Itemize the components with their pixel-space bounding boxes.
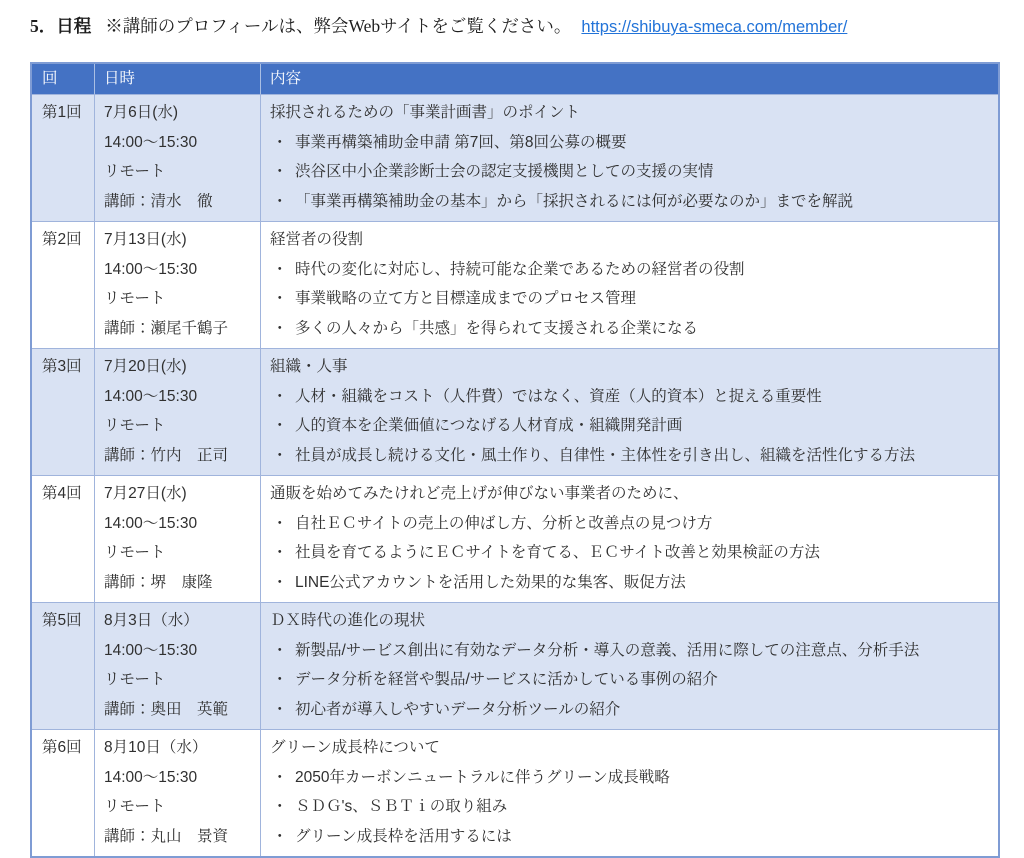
bullet-text: グリーン成長枠を活用するには (295, 827, 512, 845)
bullet-dot-icon: ・ (272, 446, 288, 464)
heading-note: ※講師のプロフィールは、弊会Webサイトをご覧ください。 (105, 16, 572, 36)
session-cell (32, 349, 94, 475)
content-cell (260, 95, 998, 221)
content-bullet (261, 284, 998, 314)
session-label: 第3回 (42, 358, 82, 375)
bullet-text: LINE公式アカウントを活用した効果的な集客、販促方法 (295, 573, 686, 591)
session-cell (32, 730, 94, 856)
datetime-line: 講師：丸山 景資 (104, 827, 229, 845)
datetime-line: リモート (104, 417, 166, 434)
content-bullet (261, 665, 998, 695)
bullet-dot-icon: ・ (272, 768, 288, 786)
datetime-line: 講師：堺 康隆 (104, 573, 213, 591)
header-datetime: 日時 (94, 64, 260, 94)
datetime-line: リモート (104, 671, 166, 688)
bullet-text: 人的資本を企業価値につなげる人材育成・組織開発計画 (295, 417, 683, 434)
bullet-dot-icon: ・ (272, 192, 288, 210)
datetime-line: 講師：竹内 正司 (104, 446, 229, 464)
content-cell (260, 476, 998, 602)
bullet-text: 新製品/サービス創出に有効なデータ分析・導入の意義、活用に際しての注意点、分析手法 (295, 641, 920, 659)
bullet-text: ＳＤＧ's、ＳＢＴｉの取り組み (295, 798, 508, 815)
content-bullet (261, 763, 998, 793)
session-label: 第6回 (42, 739, 82, 756)
bullet-dot-icon: ・ (272, 387, 288, 405)
table-row (32, 729, 998, 856)
content-bullet (261, 792, 998, 822)
bullet-text: データ分析を経営や製品/サービスに活かしている事例の紹介 (295, 671, 718, 688)
datetime-line: 14:00～15:30 (104, 133, 198, 151)
bullet-dot-icon: ・ (272, 133, 288, 151)
bullet-dot-icon: ・ (272, 671, 288, 688)
content-title: 採択されるための「事業計画書」のポイント (270, 104, 581, 121)
datetime-line: 14:00～15:30 (104, 641, 198, 659)
datetime-line: 14:00～15:30 (104, 768, 198, 786)
table-row (32, 94, 998, 221)
bullet-text: 渋谷区中小企業診断士会の認定支援機関としての支援の実情 (295, 163, 714, 180)
datetime-cell (94, 222, 260, 348)
datetime-line: 14:00～15:30 (104, 387, 198, 405)
datetime-line: 講師：瀬尾千鶴子 (104, 319, 229, 337)
datetime-cell (94, 603, 260, 729)
bullet-dot-icon: ・ (272, 417, 288, 434)
bullet-text: 人材・組織をコスト（人件費）ではなく、資産（人的資本）と捉える重要性 (295, 387, 822, 405)
content-bullet (261, 441, 998, 471)
bullet-dot-icon: ・ (272, 700, 288, 718)
content-cell (260, 603, 998, 729)
content-bullet (261, 822, 998, 852)
section-heading (30, 13, 847, 38)
session-cell (32, 222, 94, 348)
content-cell (260, 730, 998, 856)
datetime-line: リモート (104, 544, 166, 561)
schedule-table (30, 62, 1000, 858)
content-bullet (261, 255, 998, 285)
datetime-cell (94, 349, 260, 475)
content-title: 組織・人事 (270, 358, 348, 375)
bullet-dot-icon: ・ (272, 319, 288, 337)
bullet-text: 多くの人々から「共感」を得られて支援される企業になる (295, 319, 699, 337)
content-cell (260, 222, 998, 348)
datetime-line: 7月13日(水) (104, 231, 187, 248)
datetime-line: 7月6日(水) (104, 104, 179, 121)
content-title: 通販を始めてみたけれど売上げが伸びない事業者のために、 (270, 485, 689, 502)
content-bullet (261, 128, 998, 158)
session-cell (32, 603, 94, 729)
content-bullet (261, 538, 998, 568)
datetime-line: 8月10日（水） (104, 739, 208, 756)
bullet-dot-icon: ・ (272, 260, 288, 278)
table-row (32, 221, 998, 348)
bullet-dot-icon: ・ (272, 573, 288, 591)
table-row (32, 475, 998, 602)
session-label: 第1回 (42, 104, 82, 121)
content-bullet (261, 187, 998, 217)
content-title: ＤＸ時代の進化の現状 (270, 612, 426, 629)
content-title: 経営者の役割 (270, 231, 364, 248)
datetime-line: 講師：奥田 英範 (104, 700, 229, 718)
profile-link[interactable]: https://shibuya-smeca.com/member/ (581, 18, 848, 36)
content-title: グリーン成長枠について (270, 739, 440, 756)
session-cell (32, 95, 94, 221)
session-label: 第2回 (42, 231, 82, 248)
table-header-row (32, 64, 998, 94)
datetime-line: リモート (104, 290, 166, 307)
table-row (32, 348, 998, 475)
bullet-dot-icon: ・ (272, 163, 288, 180)
bullet-text: 「事業再構築補助金の基本」から「採択されるには何が必要なのか」までを解説 (295, 192, 854, 210)
datetime-line: 講師：清水 徹 (104, 192, 213, 210)
bullet-text: 自社ＥＣサイトの売上の伸ばし方、分析と改善点の見つけ方 (295, 514, 713, 532)
datetime-line: 8月3日（水） (104, 612, 199, 629)
bullet-text: 時代の変化に対応し、持続可能な企業であるための経営者の役割 (295, 260, 745, 278)
section-number: 5．日程 (30, 16, 92, 36)
bullet-text: 社員が成長し続ける文化・風土作り、自律性・主体性を引き出し、組織を活性化する方法 (295, 446, 916, 464)
datetime-line: リモート (104, 798, 166, 815)
content-bullet (261, 636, 998, 666)
bullet-dot-icon: ・ (272, 290, 288, 307)
session-cell (32, 476, 94, 602)
datetime-cell (94, 730, 260, 856)
table-row (32, 602, 998, 729)
bullet-text: 社員を育てるようにＥＣサイトを育てる、ＥＣサイト改善と効果検証の方法 (295, 544, 820, 561)
bullet-text: 初心者が導入しやすいデータ分析ツールの紹介 (295, 700, 621, 718)
bullet-dot-icon: ・ (272, 641, 288, 659)
session-label: 第4回 (42, 485, 82, 502)
bullet-text: 事業戦略の立て方と目標達成までのプロセス管理 (295, 290, 637, 307)
table-body (32, 94, 998, 856)
content-bullet (261, 695, 998, 725)
content-bullet (261, 411, 998, 441)
datetime-line: リモート (104, 163, 166, 180)
datetime-line: 14:00～15:30 (104, 514, 198, 532)
datetime-cell (94, 95, 260, 221)
datetime-cell (94, 476, 260, 602)
content-bullet (261, 314, 998, 344)
bullet-dot-icon: ・ (272, 544, 288, 561)
bullet-dot-icon: ・ (272, 827, 288, 845)
content-cell (260, 349, 998, 475)
content-bullet (261, 157, 998, 187)
bullet-text: 事業再構築補助金申請 第7回、第8回公募の概要 (295, 133, 627, 151)
header-content: 内容 (260, 64, 998, 94)
session-label: 第5回 (42, 612, 82, 629)
datetime-line: 7月20日(水) (104, 358, 187, 375)
datetime-line: 7月27日(水) (104, 485, 187, 502)
bullet-text: 2050年カーボンニュートラルに伴うグリーン成長戦略 (295, 768, 670, 786)
content-bullet (261, 568, 998, 598)
bullet-dot-icon: ・ (272, 514, 288, 532)
content-bullet (261, 382, 998, 412)
content-bullet (261, 509, 998, 539)
bullet-dot-icon: ・ (272, 798, 288, 815)
header-session: 回 (42, 70, 58, 87)
datetime-line: 14:00～15:30 (104, 260, 198, 278)
